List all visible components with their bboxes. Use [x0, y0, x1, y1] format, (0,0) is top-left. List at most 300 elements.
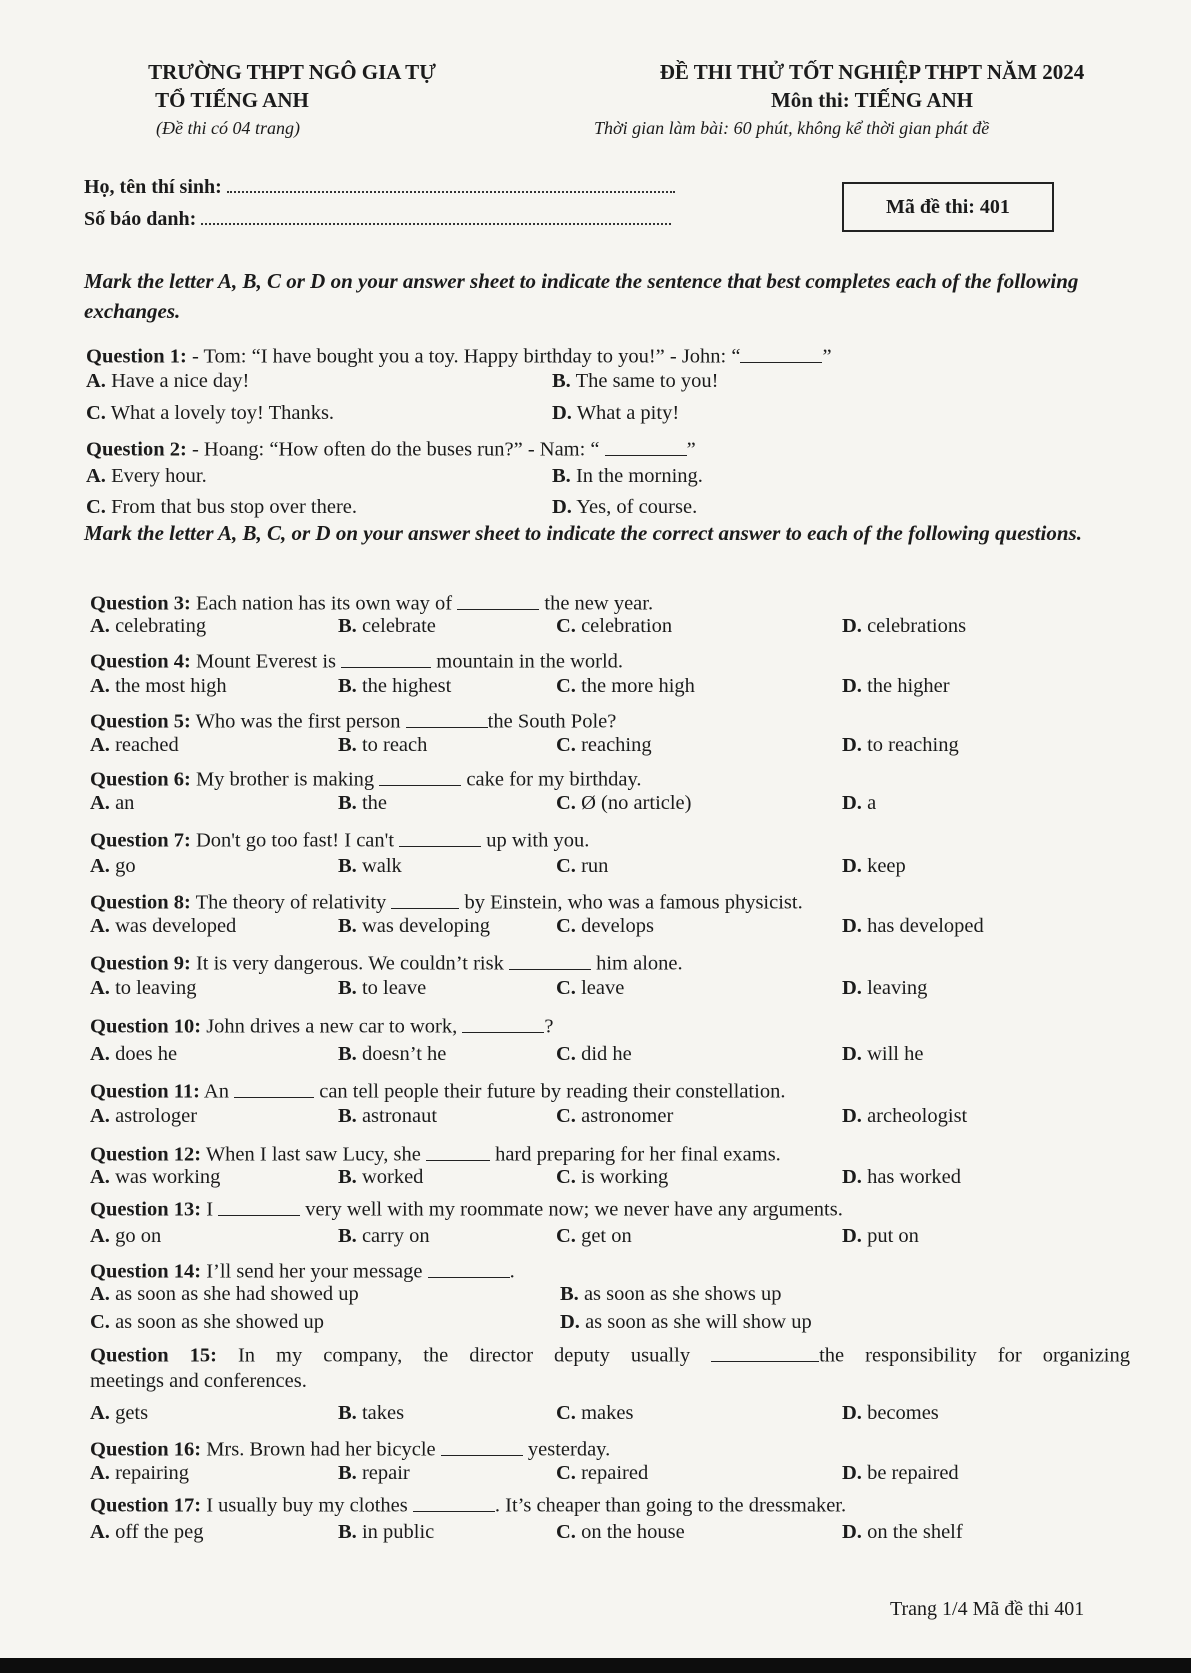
question-number: Question 15:	[90, 1344, 217, 1367]
question-2	[86, 434, 696, 462]
option-letter: B.	[338, 675, 357, 697]
option-letter: D.	[842, 1402, 862, 1424]
question-number: Question 2:	[86, 438, 187, 461]
option-b[interactable]	[338, 1225, 430, 1248]
option-c[interactable]	[556, 675, 695, 698]
option-letter: B.	[338, 792, 357, 814]
option-letter: A.	[90, 615, 110, 637]
option-d[interactable]	[842, 1105, 967, 1128]
option-d[interactable]	[842, 1166, 961, 1189]
option-text: go	[109, 855, 136, 877]
option-b[interactable]	[338, 1462, 410, 1485]
question-text-end: him alone.	[590, 952, 683, 975]
option-b[interactable]	[338, 1043, 446, 1066]
question-number: Question 17:	[90, 1494, 202, 1517]
option-letter: A.	[90, 915, 110, 937]
question-10	[90, 1011, 553, 1039]
option-text: off the peg	[109, 1521, 204, 1543]
option-a[interactable]	[90, 792, 134, 815]
question-text: I usually buy my clothes	[201, 1494, 413, 1517]
option-text: astronomer	[575, 1105, 674, 1127]
option-letter: C.	[86, 402, 106, 424]
option-b[interactable]	[338, 734, 427, 757]
option-text: repairing	[109, 1462, 190, 1484]
option-text: as soon as she shows up	[578, 1283, 782, 1305]
question-text-end: up with you.	[481, 829, 590, 852]
option-letter: B.	[338, 1462, 357, 1484]
option-text: Yes, of course.	[571, 496, 698, 518]
option-b[interactable]	[338, 1166, 423, 1189]
option-d[interactable]	[842, 675, 950, 698]
option-letter: B.	[338, 977, 357, 999]
option-letter: C.	[90, 1311, 110, 1333]
option-letter: A.	[90, 675, 110, 697]
answer-blank	[413, 1490, 495, 1512]
option-d[interactable]	[552, 402, 679, 425]
option-text: to leave	[356, 977, 427, 999]
option-text: to reach	[356, 734, 428, 756]
option-d[interactable]	[842, 1402, 939, 1425]
question-text: - Hoang: “How often do the buses run?” - Nam: “	[186, 438, 605, 461]
answer-blank	[457, 588, 539, 610]
id-label: Số báo danh:	[84, 208, 197, 230]
question-7	[90, 825, 589, 853]
question-number: Question 9:	[90, 952, 191, 975]
option-letter: C.	[556, 615, 576, 637]
option-b[interactable]	[338, 1521, 434, 1544]
option-letter: C.	[86, 496, 106, 518]
option-a[interactable]	[90, 1225, 161, 1248]
option-text: In the morning.	[570, 465, 703, 487]
question-text-end: ”	[686, 438, 696, 461]
question-text: In my company, the director deputy usually	[216, 1344, 712, 1367]
option-text: carry on	[356, 1225, 430, 1247]
option-letter: A.	[90, 1043, 110, 1065]
option-text: in public	[356, 1521, 435, 1543]
exam-title: ĐỀ THI THỬ TỐT NGHIỆP THPT NĂM 2024	[659, 60, 1085, 84]
question-text: An	[199, 1080, 235, 1103]
question-text-end: the new year.	[539, 592, 654, 615]
option-c[interactable]	[556, 615, 672, 638]
option-d[interactable]	[842, 734, 959, 757]
instruction-questions: Mark the letter A, B, C, or D on your answer sheet to indicate the correct answer to each of the following questions.	[84, 521, 1082, 545]
question-text-end: the responsibility for organizing	[819, 1344, 1130, 1367]
option-letter: A.	[90, 792, 110, 814]
option-text: archeologist	[861, 1105, 968, 1127]
name-dotted-line	[227, 177, 675, 193]
option-text: has worked	[861, 1166, 961, 1188]
option-text: is working	[575, 1166, 669, 1188]
option-text: the more high	[575, 675, 695, 697]
question-9	[90, 948, 683, 976]
option-text: to leaving	[109, 977, 197, 999]
time-note: Thời gian làm bài: 60 phút, không kể thời gian phát đề	[594, 118, 990, 138]
option-a[interactable]	[90, 915, 236, 938]
answer-blank	[341, 646, 431, 668]
question-text-end: mountain in the world.	[431, 650, 624, 673]
option-letter: C.	[556, 855, 576, 877]
question-text: Mount Everest is	[190, 650, 342, 673]
question-number: Question 5:	[90, 710, 191, 733]
option-text: What a pity!	[571, 402, 680, 424]
option-letter: C.	[556, 915, 576, 937]
option-letter: A.	[90, 1521, 110, 1543]
answer-blank	[428, 1256, 510, 1278]
option-a[interactable]	[90, 1105, 197, 1128]
name-label: Họ, tên thí sinh:	[84, 176, 222, 198]
option-letter: A.	[90, 855, 110, 877]
option-b[interactable]	[338, 792, 387, 815]
question-number: Question 3:	[90, 592, 191, 615]
option-letter: D.	[842, 1462, 862, 1484]
option-letter: A.	[90, 1402, 110, 1424]
option-text: leaving	[861, 977, 928, 999]
question-text: I’ll send her your message	[201, 1260, 428, 1283]
option-letter: B.	[338, 734, 357, 756]
option-letter: A.	[90, 1225, 110, 1247]
option-letter: A.	[90, 734, 110, 756]
question-17	[90, 1490, 846, 1518]
question-number: Question 11:	[90, 1080, 200, 1103]
question-text-end: by Einstein, who was a famous physicist.	[459, 891, 803, 914]
option-b[interactable]	[338, 915, 490, 938]
question-text: My brother is making	[190, 768, 380, 791]
option-text: did he	[575, 1043, 632, 1065]
option-text: reached	[109, 734, 179, 756]
option-d[interactable]	[842, 855, 906, 878]
option-text: doesn’t he	[356, 1043, 447, 1065]
option-b[interactable]	[338, 855, 402, 878]
answer-blank	[379, 764, 461, 786]
question-14	[90, 1256, 515, 1284]
option-letter: C.	[556, 675, 576, 697]
option-text: celebrate	[356, 615, 436, 637]
question-text-end: very well with my roommate now; we never have any arguments.	[300, 1198, 843, 1221]
option-letter: B.	[338, 915, 357, 937]
option-b[interactable]	[338, 1402, 404, 1425]
option-letter: B.	[338, 1105, 357, 1127]
answer-blank	[462, 1011, 544, 1033]
question-4	[90, 646, 623, 674]
option-letter: B.	[338, 1521, 357, 1543]
option-a[interactable]	[90, 1462, 189, 1485]
option-letter: C.	[556, 792, 576, 814]
option-letter: D.	[842, 1521, 862, 1543]
option-d[interactable]	[842, 1043, 923, 1066]
exam-code-box: Mã đề thi: 401	[842, 182, 1054, 232]
option-text: celebration	[575, 615, 673, 637]
option-letter: D.	[552, 496, 572, 518]
option-b[interactable]	[560, 1283, 782, 1306]
option-text: What a lovely toy! Thanks.	[105, 402, 335, 424]
question-number: Question 4:	[90, 650, 191, 673]
option-letter: C.	[556, 1043, 576, 1065]
question-text: Each nation has its own way of	[190, 592, 458, 615]
question-6	[90, 764, 642, 792]
option-letter: A.	[86, 370, 106, 392]
option-letter: C.	[556, 1462, 576, 1484]
option-a[interactable]	[90, 615, 206, 638]
option-c[interactable]	[556, 1521, 685, 1544]
answer-blank	[218, 1194, 300, 1216]
answer-blank	[509, 948, 591, 970]
option-text: The same to you!	[570, 370, 719, 392]
option-d[interactable]	[842, 1225, 919, 1248]
option-letter: D.	[842, 675, 862, 697]
school-name: TRƯỜNG THPT NGÔ GIA TỰ	[148, 60, 436, 84]
option-text: walk	[356, 855, 402, 877]
option-b[interactable]	[338, 977, 426, 1000]
question-text: Don't go too fast! I can't	[190, 829, 400, 852]
option-d[interactable]	[842, 977, 927, 1000]
option-a[interactable]	[90, 1166, 220, 1189]
option-letter: C.	[556, 734, 576, 756]
question-13	[90, 1194, 843, 1222]
option-a[interactable]	[90, 1283, 359, 1306]
option-text: to reaching	[861, 734, 959, 756]
option-letter: D.	[842, 734, 862, 756]
subject: Môn thi: TIẾNG ANH	[770, 88, 974, 112]
question-number: Question 8:	[90, 891, 191, 914]
question-text: It is very dangerous. We couldn’t risk	[190, 952, 509, 975]
option-c[interactable]	[556, 734, 652, 757]
option-letter: B.	[338, 1166, 357, 1188]
option-text: gets	[109, 1402, 149, 1424]
option-letter: D.	[842, 1105, 862, 1127]
option-text: Every hour.	[105, 465, 207, 487]
option-letter: C.	[556, 1521, 576, 1543]
option-letter: A.	[90, 977, 110, 999]
question-text-end: can tell people their future by reading their constellation.	[314, 1080, 786, 1103]
question-11	[90, 1076, 785, 1104]
option-text: reaching	[575, 734, 652, 756]
option-letter: A.	[90, 1105, 110, 1127]
option-text: has developed	[861, 915, 984, 937]
option-text: get on	[575, 1225, 632, 1247]
option-letter: A.	[86, 465, 106, 487]
option-text: celebrating	[109, 615, 207, 637]
option-letter: C.	[556, 1105, 576, 1127]
option-letter: B.	[552, 370, 571, 392]
option-text: Have a nice day!	[105, 370, 250, 392]
question-text-end: .	[509, 1260, 515, 1283]
option-letter: C.	[556, 977, 576, 999]
option-text: becomes	[861, 1402, 939, 1424]
page-footer: Trang 1/4 Mã đề thi 401	[890, 1598, 1085, 1620]
option-a[interactable]	[90, 675, 227, 698]
option-letter: D.	[842, 855, 862, 877]
question-text-end: cake for my birthday.	[461, 768, 642, 791]
option-letter: D.	[842, 615, 862, 637]
option-text: be repaired	[861, 1462, 959, 1484]
answer-blank	[711, 1340, 819, 1362]
scan-edge-bar	[0, 1658, 1191, 1673]
question-5	[90, 706, 616, 734]
question-text-end: ?	[544, 1015, 554, 1038]
option-a[interactable]	[90, 734, 179, 757]
option-text: the	[356, 792, 387, 814]
question-number: Question 14:	[90, 1260, 202, 1283]
question-text-end: the South Pole?	[487, 710, 617, 733]
option-c[interactable]	[556, 1225, 632, 1248]
option-text: on the house	[575, 1521, 685, 1543]
question-number: Question 10:	[90, 1015, 202, 1038]
question-number: Question 16:	[90, 1438, 202, 1461]
option-text: the highest	[356, 675, 452, 697]
option-c[interactable]	[556, 792, 691, 815]
id-dotted-line	[201, 209, 671, 225]
option-d[interactable]	[842, 915, 984, 938]
answer-blank	[406, 706, 488, 728]
option-c[interactable]	[556, 977, 624, 1000]
option-d[interactable]	[842, 615, 966, 638]
question-text-end: ”	[822, 345, 832, 368]
option-text: repair	[356, 1462, 410, 1484]
question-continuation: meetings and conferences.	[90, 1370, 307, 1392]
option-letter: C.	[556, 1225, 576, 1247]
option-c[interactable]	[556, 1462, 648, 1485]
option-c[interactable]	[90, 1311, 324, 1334]
option-letter: B.	[338, 1043, 357, 1065]
option-text: was working	[109, 1166, 221, 1188]
option-text: put on	[861, 1225, 919, 1247]
name-field[interactable]	[84, 176, 675, 199]
answer-blank	[605, 434, 687, 456]
option-letter: D.	[842, 1043, 862, 1065]
option-letter: D.	[842, 915, 862, 937]
option-letter: C.	[556, 1166, 576, 1188]
option-text: astronaut	[356, 1105, 438, 1127]
question-number: Question 7:	[90, 829, 191, 852]
option-c[interactable]	[556, 1043, 632, 1066]
question-3	[90, 588, 653, 616]
option-letter: B.	[338, 855, 357, 877]
option-a[interactable]	[86, 370, 249, 393]
option-letter: D.	[552, 402, 572, 424]
option-c[interactable]	[86, 496, 357, 519]
option-text: leave	[575, 977, 625, 999]
candidate-id-field[interactable]	[84, 208, 671, 231]
answer-blank	[441, 1434, 523, 1456]
option-c[interactable]	[556, 1105, 673, 1128]
option-a[interactable]	[90, 1043, 177, 1066]
question-8	[90, 887, 803, 915]
option-text: the most high	[109, 675, 227, 697]
department-name: TỔ TIẾNG ANH	[155, 88, 309, 112]
question-12	[90, 1139, 781, 1167]
question-text: Who was the first person	[190, 710, 406, 733]
option-text: as soon as she had showed up	[109, 1283, 359, 1305]
option-letter: D.	[560, 1311, 580, 1333]
option-text: a	[861, 792, 877, 814]
option-a[interactable]	[90, 1402, 148, 1425]
option-text: run	[575, 855, 609, 877]
option-letter: D.	[842, 977, 862, 999]
question-number: Question 6:	[90, 768, 191, 791]
question-text: Mrs. Brown had her bicycle	[201, 1438, 441, 1461]
option-letter: D.	[842, 792, 862, 814]
question-16	[90, 1434, 610, 1462]
option-text: an	[109, 792, 135, 814]
answer-blank	[740, 341, 822, 363]
option-c[interactable]	[556, 915, 654, 938]
option-letter: C.	[556, 1402, 576, 1424]
option-text: as soon as she will show up	[579, 1311, 812, 1333]
option-text: as soon as she showed up	[109, 1311, 325, 1333]
question-text: - Tom: “I have bought you a toy. Happy birthday to you!” - John: “	[186, 345, 741, 368]
option-text: takes	[356, 1402, 405, 1424]
option-c[interactable]	[556, 1166, 668, 1189]
option-text: develops	[575, 915, 654, 937]
option-text: From that bus stop over there.	[105, 496, 358, 518]
option-a[interactable]	[86, 465, 207, 488]
answer-blank	[391, 887, 459, 909]
option-c[interactable]	[86, 402, 334, 425]
option-text: makes	[575, 1402, 634, 1424]
question-number: Question 12:	[90, 1143, 202, 1166]
question-text-end: . It’s cheaper than going to the dressmaker.	[494, 1494, 847, 1517]
option-c[interactable]	[556, 1402, 633, 1425]
option-text: keep	[861, 855, 906, 877]
option-b[interactable]	[338, 675, 451, 698]
option-text: the higher	[861, 675, 950, 697]
option-text: was developed	[109, 915, 237, 937]
option-letter: D.	[842, 1225, 862, 1247]
option-letter: B.	[338, 1225, 357, 1247]
option-letter: B.	[338, 1402, 357, 1424]
question-number: Question 13:	[90, 1198, 202, 1221]
question-text-end: hard preparing for her final exams.	[489, 1143, 781, 1166]
question-1	[86, 341, 832, 369]
option-a[interactable]	[90, 1521, 204, 1544]
option-letter: A.	[90, 1283, 110, 1305]
option-a[interactable]	[90, 855, 136, 878]
option-b[interactable]	[552, 465, 703, 488]
option-text: was developing	[356, 915, 491, 937]
option-text: celebrations	[861, 615, 967, 637]
option-b[interactable]	[338, 615, 436, 638]
question-text: The theory of relativity	[190, 891, 392, 914]
option-letter: D.	[842, 1166, 862, 1188]
option-d[interactable]	[842, 792, 876, 815]
question-text-end: yesterday.	[522, 1438, 611, 1461]
question-text: When I last saw Lucy, she	[201, 1143, 426, 1166]
answer-blank	[426, 1139, 490, 1161]
question-text: I	[201, 1198, 219, 1221]
option-letter: A.	[90, 1462, 110, 1484]
option-b[interactable]	[552, 370, 718, 393]
option-d[interactable]	[842, 1462, 959, 1485]
option-b[interactable]	[338, 1105, 437, 1128]
option-d[interactable]	[560, 1311, 812, 1334]
instruction-exchanges: Mark the letter A, B, C or D on your answer sheet to indicate the sentence that best completes each of the following exchanges.	[84, 269, 1079, 323]
option-text: worked	[356, 1166, 424, 1188]
question-number: Question 1:	[86, 345, 187, 368]
option-d[interactable]	[552, 496, 697, 519]
answer-blank	[234, 1076, 314, 1098]
option-letter: B.	[560, 1283, 579, 1305]
option-a[interactable]	[90, 977, 196, 1000]
option-d[interactable]	[842, 1521, 963, 1544]
option-text: go on	[109, 1225, 162, 1247]
question-15	[90, 1340, 1130, 1368]
option-text: Ø (no article)	[575, 792, 692, 814]
option-text: repaired	[575, 1462, 649, 1484]
option-text: does he	[109, 1043, 178, 1065]
option-letter: B.	[552, 465, 571, 487]
option-letter: B.	[338, 615, 357, 637]
option-c[interactable]	[556, 855, 608, 878]
